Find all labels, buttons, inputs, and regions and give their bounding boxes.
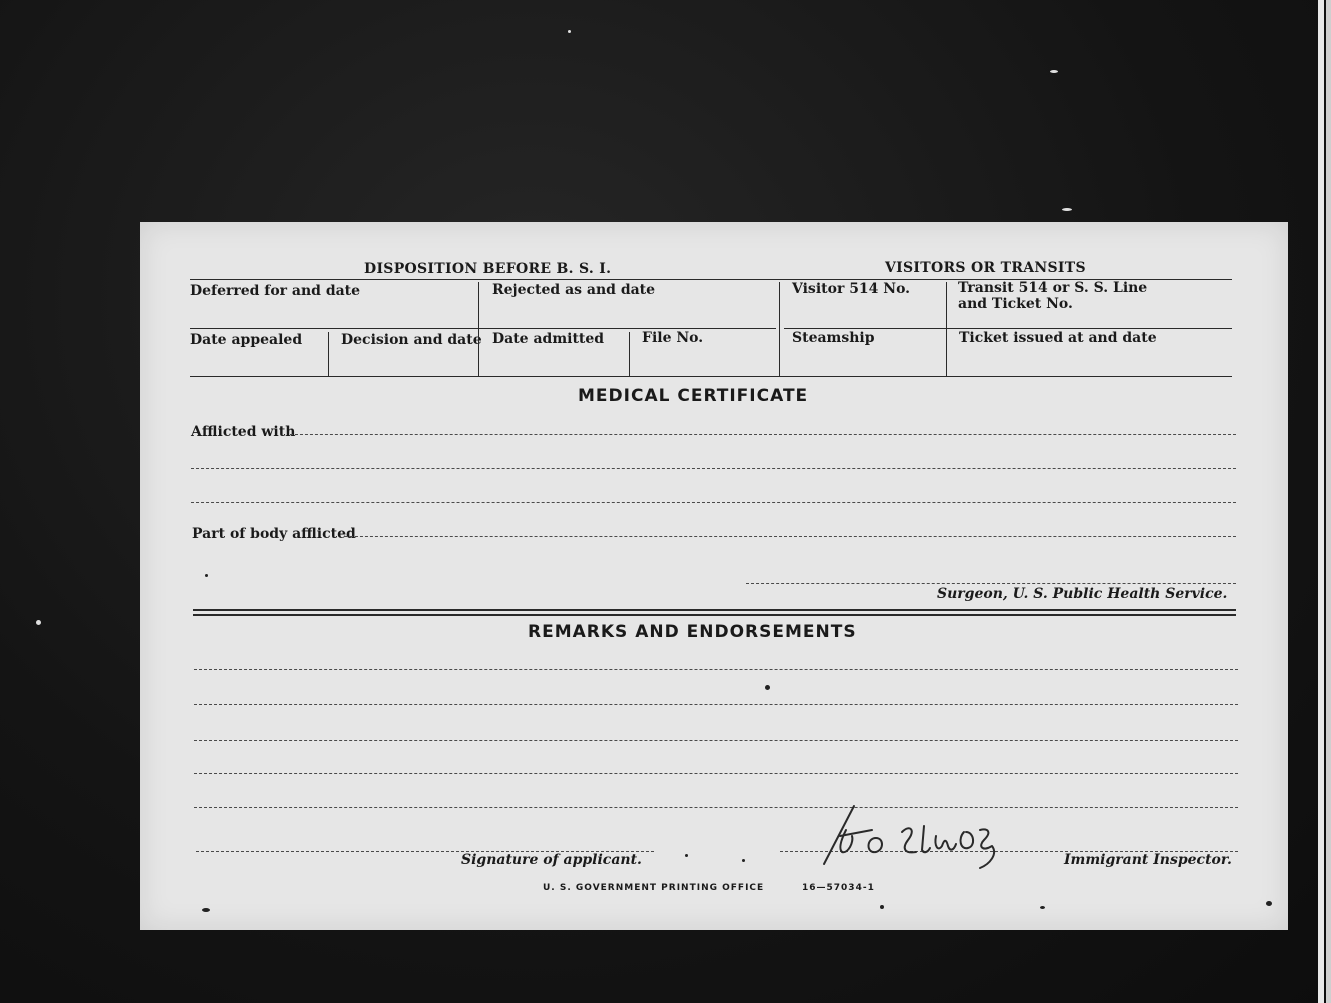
grid-divider xyxy=(946,282,947,376)
dust-speck xyxy=(36,620,41,625)
grid-divider xyxy=(629,332,630,376)
grid-divider xyxy=(478,282,479,376)
dust-speck xyxy=(205,574,208,577)
dust-speck xyxy=(685,854,688,857)
deferred-label: Deferred for and date xyxy=(190,283,361,299)
film-edge xyxy=(1318,0,1324,1003)
immigration-record-card xyxy=(140,222,1288,930)
grid-mid-rule-right xyxy=(784,328,1232,329)
file-no-label: File No. xyxy=(642,330,704,346)
grid-bottom-rule xyxy=(190,376,1232,377)
film-edge-outer xyxy=(1326,0,1331,1003)
printer-imprint: U. S. GOVERNMENT PRINTING OFFICE xyxy=(543,883,765,893)
remarks-line xyxy=(194,740,1238,741)
decision-label: Decision and date xyxy=(341,332,482,348)
remarks-line xyxy=(194,704,1238,705)
afflicted-with-line xyxy=(290,434,1236,435)
transit-label-line2: and Ticket No. xyxy=(958,296,1073,312)
transit-label-line1: Transit 514 or S. S. Line xyxy=(958,280,1148,296)
afflicted-line-2 xyxy=(191,468,1236,469)
afflicted-line-3 xyxy=(191,502,1236,503)
part-of-body-line xyxy=(345,536,1236,537)
date-appealed-label: Date appealed xyxy=(190,332,303,348)
transit-label xyxy=(958,280,1147,312)
section-double-rule-bottom xyxy=(193,614,1236,616)
ticket-issued-label: Ticket issued at and date xyxy=(959,330,1157,346)
grid-divider xyxy=(779,282,780,376)
dust-speck xyxy=(765,685,770,690)
dust-speck xyxy=(1266,901,1272,906)
form-number: 16—57034-1 xyxy=(802,883,875,893)
rejected-label: Rejected as and date xyxy=(492,282,656,298)
inspector-caption: Immigrant Inspector. xyxy=(1064,852,1232,868)
inspector-signature-handwriting xyxy=(820,802,1120,872)
steamship-label: Steamship xyxy=(792,330,875,346)
visitor-no-label: Visitor 514 No. xyxy=(792,281,911,297)
afflicted-with-label: Afflicted with xyxy=(191,424,296,440)
remarks-heading: REMARKS AND ENDORSEMENTS xyxy=(528,622,857,642)
dust-speck xyxy=(1050,70,1058,73)
dust-speck xyxy=(742,859,745,862)
disposition-heading: DISPOSITION BEFORE B. S. I. xyxy=(364,261,612,277)
date-admitted-label: Date admitted xyxy=(492,331,605,347)
grid-mid-rule-left xyxy=(190,328,776,329)
section-double-rule-top xyxy=(193,609,1236,611)
applicant-signature-caption: Signature of applicant. xyxy=(461,852,642,868)
surgeon-signature-line xyxy=(746,583,1236,584)
dust-speck xyxy=(1062,208,1072,211)
remarks-line xyxy=(194,773,1238,774)
grid-divider xyxy=(328,332,329,376)
dust-speck xyxy=(202,908,210,912)
visitors-heading: VISITORS OR TRANSITS xyxy=(885,260,1086,276)
medical-certificate-heading: MEDICAL CERTIFICATE xyxy=(578,386,809,406)
dust-speck xyxy=(1040,906,1045,909)
surgeon-caption: Surgeon, U. S. Public Health Service. xyxy=(937,586,1228,602)
dust-speck xyxy=(880,905,884,909)
remarks-line xyxy=(194,669,1238,670)
part-of-body-label: Part of body afflicted xyxy=(192,526,356,542)
dust-speck xyxy=(568,30,571,33)
